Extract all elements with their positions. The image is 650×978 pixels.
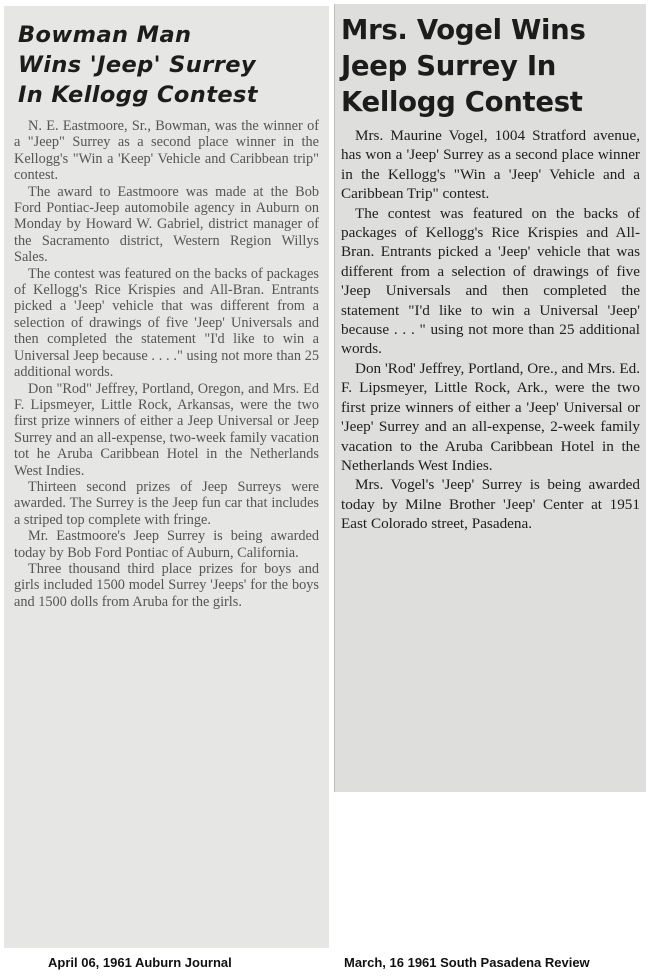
article-paragraph: Don "Rod" Jeffrey, Portland, Oregon, and Mrs. Ed F. Lipsmeyer, Little Rock, Arkansas, were the two first prize winners of either a Jeep Universal or Jeep Surrey and an all-expense, two-week family vacation tot he Aruba Caribbean Hotel in the Netherlands West Indies.	[14, 380, 319, 479]
article-paragraph: Mrs. Maurine Vogel, 1004 Stratford avenue, has won a 'Jeep' Surrey as a second place winner in the Kellogg's "Win a 'Jeep' Vehicle and a Caribbean Trip" contest.	[341, 127, 640, 203]
article-body	[341, 126, 640, 534]
article-body	[14, 118, 319, 610]
south-pasadena-review-clipping	[334, 4, 646, 792]
article-paragraph: The award to Eastmoore was made at the Bob Ford Pontiac-Jeep automobile agency in Auburn on Monday by Howard W. Gabriel, district manager of the Sacramento district, Western Region Willys Sales.	[14, 183, 319, 266]
source-caption: April 06, 1961 Auburn Journal	[48, 955, 232, 970]
headline-line: Wins 'Jeep' Surrey	[18, 52, 256, 78]
article-paragraph: N. E. Eastmoore, Sr., Bowman, was the winner of a "Jeep" Surrey as a second place winner in the Kellogg's "Win a 'Keep' Vehicle and Caribbean trip" contest.	[14, 118, 319, 184]
headline-line: Mrs. Vogel Wins	[341, 14, 586, 46]
headline-line: Kellogg Contest	[341, 86, 583, 118]
auburn-journal-clipping	[4, 6, 329, 948]
headline-line: Jeep Surrey In	[341, 50, 557, 82]
article-paragraph: The contest was featured on the backs of packages of Kellogg's Rice Krispies and All-Bran. Entrants picked a 'Jeep' vehicle that was different from a selection of drawings of five 'Jeep Universals and then completed the statement "I'd like to win a Universal 'Jeep' because . . . " using not more than 25 additional words.	[341, 204, 640, 358]
headline-line: Bowman Man	[18, 22, 192, 48]
clipping-headline	[341, 12, 640, 120]
article-paragraph: Thirteen second prizes of Jeep Surreys were awarded. The Surrey is the Jeep fun car that includes a striped top complete with fringe.	[14, 478, 319, 528]
article-paragraph: The contest was featured on the backs of packages of Kellogg's Rice Krispies and All-Bran. Entrants picked a 'Jeep' vehicle that was different from a selection of drawings of five 'Jeep' Universals and then completed the statement "I'd like to win a Universal Jeep because . . . ." using not more than 25 additional words.	[14, 265, 319, 381]
article-paragraph: Three thousand third place prizes for boys and girls included 1500 model Surrey 'Jeeps' for the boys and 1500 dolls from Aruba for the girls.	[14, 560, 319, 610]
headline-line: In Kellogg Contest	[18, 82, 258, 108]
article-paragraph: Mr. Eastmoore's Jeep Surrey is being awarded today by Bob Ford Pontiac of Auburn, California.	[14, 528, 319, 561]
article-paragraph: Mrs. Vogel's 'Jeep' Surrey is being awarded today by Milne Brother 'Jeep' Center at 1951 East Colorado street, Pasadena.	[341, 476, 640, 533]
article-paragraph: Don 'Rod' Jeffrey, Portland, Ore., and Mrs. Ed. F. Lipsmeyer, Little Rock, Ark., were the two first prize winners of either a 'Jeep' Universal or 'Jeep' Surrey and an all-expense, 2-week family vacation to the Aruba Caribbean Hotel in the Netherlands West Indies.	[341, 359, 640, 474]
source-caption: March, 16 1961 South Pasadena Review	[344, 955, 590, 970]
clipping-headline	[14, 20, 319, 110]
